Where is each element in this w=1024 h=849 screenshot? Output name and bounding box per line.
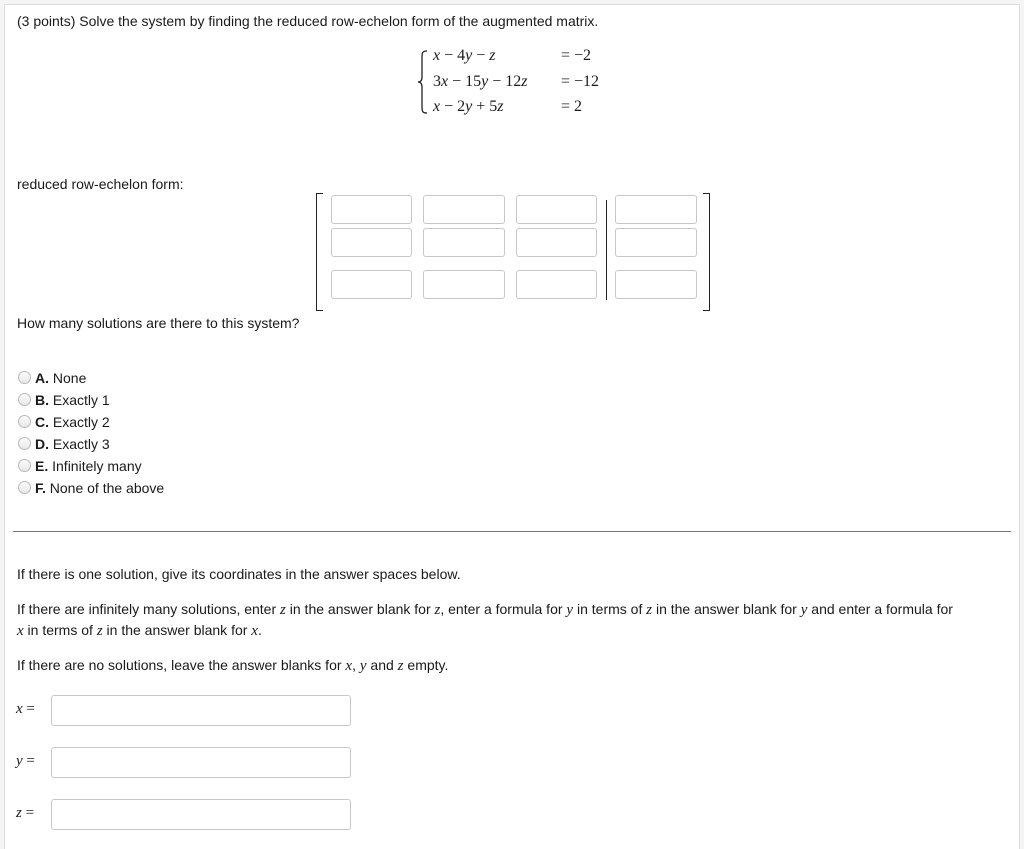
- equation-3-rhs: = 2: [561, 98, 583, 115]
- equation-3-lhs: x − 2y + 5z: [433, 98, 504, 115]
- matrix-cell-r1c3[interactable]: [516, 195, 597, 224]
- matrix-cell-r3c2[interactable]: [423, 270, 505, 299]
- matrix-cell-r1c4[interactable]: [615, 195, 697, 224]
- equation-1-lhs: x − 4y − z: [433, 47, 496, 64]
- equation-1-rhs: = −2: [561, 47, 592, 64]
- augment-divider: [606, 200, 607, 300]
- instruction-one-solution: If there is one solution, give its coordinates in the answer spaces below.: [17, 566, 461, 582]
- matrix-cell-r2c4[interactable]: [615, 228, 697, 257]
- matrix-cell-r2c1[interactable]: [331, 228, 412, 257]
- equation-2-lhs: 3x − 15y − 12z: [433, 73, 528, 90]
- y-answer-label: y =: [16, 753, 35, 769]
- matrix-right-bracket: [703, 193, 710, 311]
- option-f-radio[interactable]: [18, 481, 31, 494]
- matrix-cell-r3c4[interactable]: [615, 270, 697, 299]
- option-c-label[interactable]: C. Exactly 2: [35, 414, 110, 430]
- option-d-radio[interactable]: [18, 437, 31, 450]
- instruction-no-solutions: If there are no solutions, leave the answer blanks for x, y and z empty.: [17, 657, 449, 674]
- option-d-label[interactable]: D. Exactly 3: [35, 436, 110, 452]
- option-e-label[interactable]: E. Infinitely many: [35, 458, 142, 474]
- solutions-question: How many solutions are there to this system?: [17, 315, 300, 331]
- option-c-radio[interactable]: [18, 415, 31, 428]
- option-a-label[interactable]: A. None: [35, 370, 87, 386]
- matrix-cell-r3c3[interactable]: [516, 270, 597, 299]
- question-prompt: (3 points) Solve the system by finding the reduced row-echelon form of the augmented matrix.: [17, 13, 599, 29]
- option-b-label[interactable]: B. Exactly 1: [35, 392, 110, 408]
- instruction-infinite-line1: If there are infinitely many solutions, enter z in the answer blank for z, enter a formula for y in terms of z in the answer blank for y and enter a formula for: [17, 601, 953, 618]
- y-answer-input[interactable]: [51, 747, 351, 778]
- instruction-infinite-line2: x in terms of z in the answer blank for x.: [17, 622, 262, 639]
- option-a-radio[interactable]: [18, 371, 31, 384]
- matrix-cell-r3c1[interactable]: [331, 270, 412, 299]
- equation-2-rhs: = −12: [561, 73, 600, 90]
- system-brace: [418, 50, 428, 114]
- z-answer-input[interactable]: [51, 799, 351, 830]
- matrix-cell-r2c3[interactable]: [516, 228, 597, 257]
- rref-label: reduced row-echelon form:: [17, 176, 184, 192]
- matrix-cell-r1c2[interactable]: [423, 195, 505, 224]
- option-b-radio[interactable]: [18, 393, 31, 406]
- option-f-label[interactable]: F. None of the above: [35, 480, 165, 496]
- option-e-radio[interactable]: [18, 459, 31, 472]
- matrix-cell-r1c1[interactable]: [331, 195, 412, 224]
- x-answer-label: x =: [16, 701, 35, 717]
- section-divider: [13, 531, 1011, 532]
- matrix-left-bracket: [316, 193, 323, 311]
- matrix-cell-r2c2[interactable]: [423, 228, 505, 257]
- z-answer-label: z =: [16, 805, 35, 821]
- x-answer-input[interactable]: [51, 695, 351, 726]
